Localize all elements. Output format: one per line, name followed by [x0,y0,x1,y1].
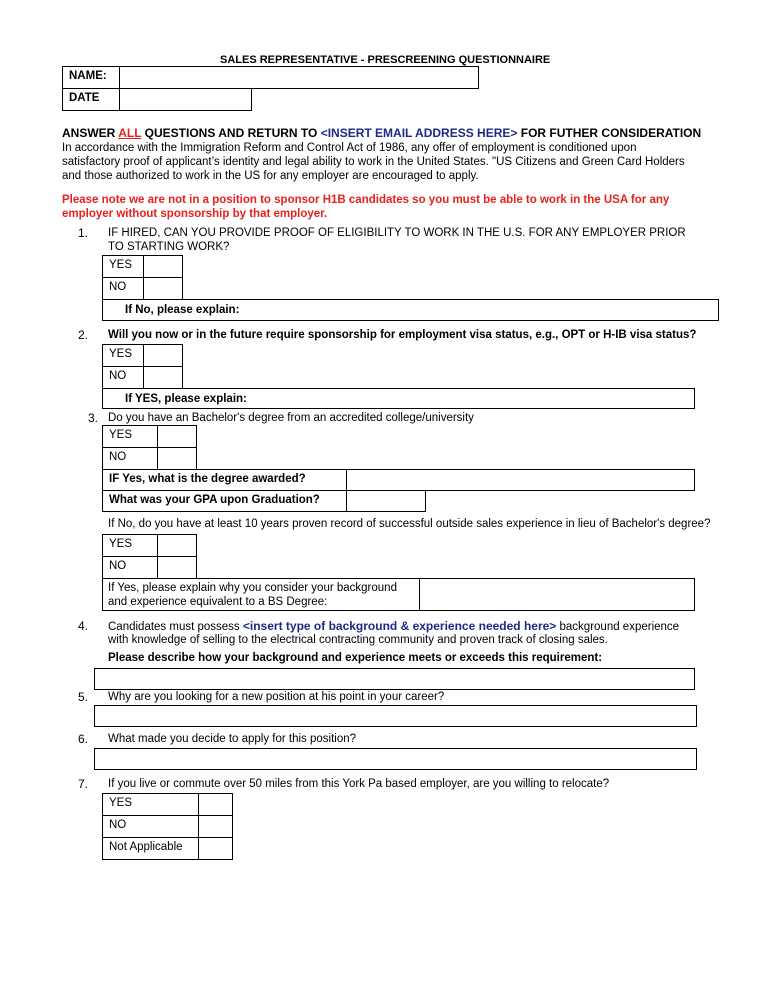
q7-yes-label: YES [102,793,199,816]
q4-answer-field[interactable] [94,668,695,690]
legal-text-3: and those authorized to work in the US for any employer are encouraged to apply. [62,170,479,182]
q3-text: Do you have an Bachelor's degree from an accredited college/university [108,412,474,424]
q3-yes-label: YES [102,425,158,448]
instructions-heading: ANSWER ALL QUESTIONS AND RETURN TO <INSERT EMAIL ADDRESS HERE> FOR FUTHER CONSIDERATION [62,126,702,140]
date-label: DATE [62,88,120,111]
q7-na-label: Not Applicable [102,837,199,860]
q7-text: If you live or commute over 50 miles from this York Pa based employer, are you willing to relocate? [108,778,610,790]
page-title: SALES REPRESENTATIVE - PRESCREENING QUESTIONNAIRE [220,54,551,66]
q1-text-1: IF HIRED, CAN YOU PROVIDE PROOF OF ELIGIBILITY TO WORK IN THE U.S. FOR ANY EMPLOYER PRIOR [108,227,686,239]
q3-degree-field[interactable] [346,469,695,491]
q3-yes2-box[interactable] [157,534,197,557]
q3-no-label: NO [102,447,158,470]
q4-placeholder: <insert type of background & experience needed here> [242,619,557,633]
date-field[interactable] [119,88,252,111]
sponsorship-note-2: employer without sponsorship by that employer. [62,208,328,220]
sponsorship-note-1: Please note we are not in a position to sponsor H1B candidates so you must be able to work in the USA for any [62,194,670,206]
legal-text-2: satisfactory proof of applicant’s identity and legal ability to work in the United States. "US Citizens and Green Card Holders [62,156,685,168]
q1-explain-label: If No, please explain: [125,304,240,316]
q3-gpa-field[interactable] [346,490,426,512]
q2-text: Will you now or in the future require sponsorship for employment visa status, e.g., OPT or H-IB visa status? [108,329,697,341]
q3-no-box[interactable] [157,447,197,470]
q7-na-box[interactable] [198,837,233,860]
q1-no-label: NO [102,277,144,300]
q1-text-2: TO STARTING WORK? [108,241,230,253]
q5-number: 5. [78,690,89,704]
q2-no-label: NO [102,366,144,389]
q7-no-label: NO [102,815,199,838]
q3-degree-label: IF Yes, what is the degree awarded? [102,469,347,491]
q1-yes-label: YES [102,255,144,278]
q3-yes2-label: YES [102,534,158,557]
q2-explain-label: If YES, please explain: [125,393,247,405]
q7-number: 7. [78,777,89,791]
q3-explain-label-1: If Yes, please explain why you consider your background [108,582,397,594]
q3-alt-text: If No, do you have at least 10 years proven record of successful outside sales experience in lieu of Bachelor's degree? [108,518,711,530]
q4-number: 4. [78,619,89,633]
q1-number: 1. [78,226,89,240]
q4-text-1: Candidates must possess <insert type of background & experience needed here> background experience [108,619,680,633]
q7-yes-box[interactable] [198,793,233,816]
name-field[interactable] [119,66,479,89]
q3-explain-label-2: and experience equivalent to a BS Degree: [108,596,328,608]
q2-no-box[interactable] [143,366,183,389]
q3-explain-field[interactable] [419,578,695,611]
q2-yes-label: YES [102,344,144,367]
all-emphasis: ALL [118,126,142,140]
q4-text-2: with knowledge of selling to the electrical contracting community and proven track of closing sales. [108,634,608,646]
q2-number: 2. [78,328,89,342]
q3-no2-box[interactable] [157,556,197,579]
q3-gpa-label: What was your GPA upon Graduation? [102,490,347,512]
q6-answer-field[interactable] [94,748,697,770]
q6-text: What made you decide to apply for this position? [108,733,357,745]
q6-number: 6. [78,732,89,746]
q3-no2-label: NO [102,556,158,579]
q1-yes-box[interactable] [143,255,183,278]
q3-yes-box[interactable] [157,425,197,448]
q3-number: 3. [88,411,99,425]
q1-no-box[interactable] [143,277,183,300]
name-label: NAME: [62,66,120,89]
email-placeholder: <INSERT EMAIL ADDRESS HERE> [320,126,518,140]
q7-no-box[interactable] [198,815,233,838]
q5-answer-field[interactable] [94,705,697,727]
legal-text-1: In accordance with the Immigration Reform and Control Act of 1986, any offer of employment is conditioned upon [62,142,637,154]
q4-text-3: Please describe how your background and experience meets or exceeds this requirement: [108,652,603,664]
q2-yes-box[interactable] [143,344,183,367]
q5-text: Why are you looking for a new position at his point in your career? [108,691,445,703]
